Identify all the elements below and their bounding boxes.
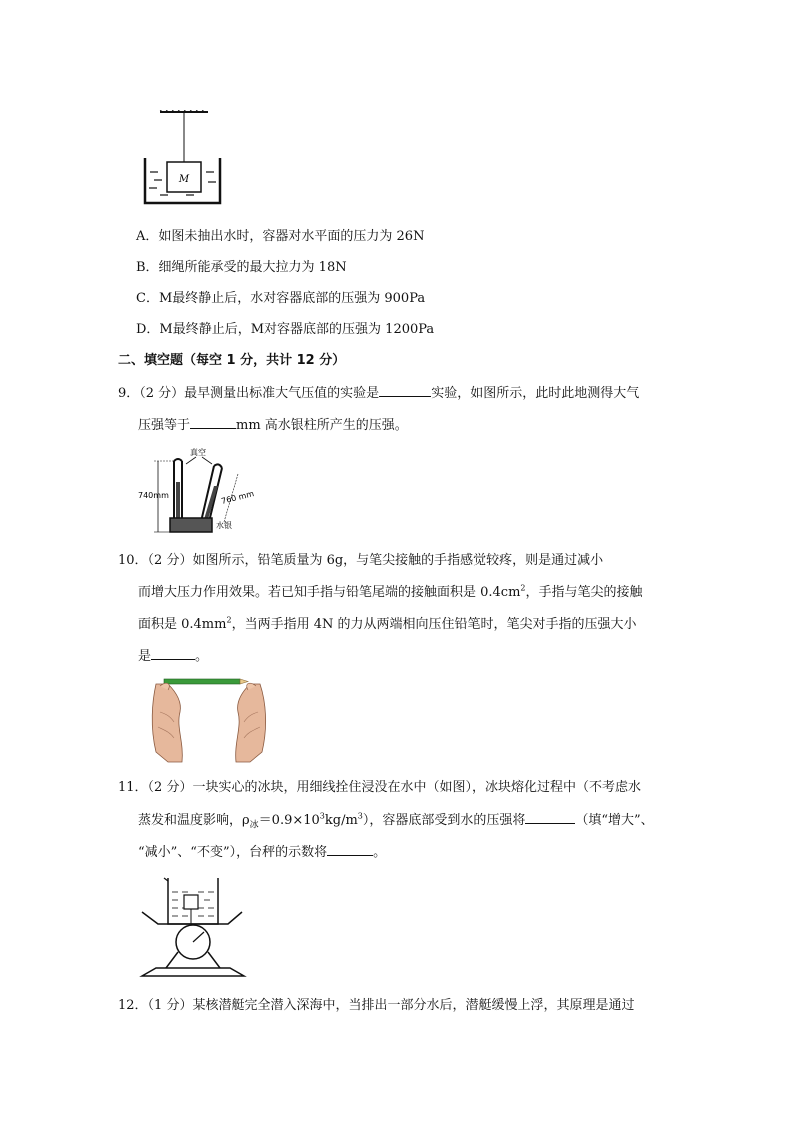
- q11-text-d: ），容器底部受到水的压强将: [362, 813, 526, 828]
- hanging-block-figure: [140, 110, 230, 210]
- q11-line3: [138, 843, 386, 862]
- q11-line1: 11．（2 分）一块实心的冰块，用细线拴住浸没在水中（如图），冰块熔化过程中（不考虑水: [118, 780, 641, 795]
- q11-text-a: 蒸发和温度影响，ρ: [138, 813, 250, 828]
- q10-sup-2: 2: [226, 615, 232, 625]
- q9-line1: [118, 384, 639, 403]
- block-m-label: M: [178, 174, 190, 185]
- q11-text-b: ＝0.9×10: [258, 813, 320, 828]
- q10-sup-1: 2: [520, 583, 526, 593]
- q12-line1: 12．（1 分）某核潜艇完全潜入深海中，当排出一部分水后，潜艇缓慢上浮，其原理是通过: [118, 998, 635, 1013]
- q11-sup-2: 3: [357, 811, 363, 821]
- q9-text-d: mm 高水银柱所产生的压强。: [236, 418, 408, 433]
- q10-line3: [138, 616, 636, 634]
- pencil-hands-figure: [146, 672, 272, 764]
- q9-text-c: 压强等于: [138, 418, 191, 433]
- torricelli-figure: [138, 446, 270, 540]
- option-a: A．如图未抽出水时，容器对水平面的压力为 26N: [136, 229, 425, 244]
- q10-text-a: 而增大压力作用效果。若已知手指与铅笔尾端的接触面积是 0.4cm: [138, 585, 521, 600]
- q10-line1: 10．（2 分）如图所示，铅笔质量为 6g，与笔尖接触的手指感觉较疼，则是通过减小: [118, 553, 604, 568]
- q10-text-c: 面积是 0.4mm: [138, 617, 227, 632]
- option-c: C．M最终静止后，水对容器底部的压强为 900Pa: [136, 291, 426, 306]
- q10-text-f: 。: [195, 649, 209, 664]
- option-d: D．M最终静止后，M对容器底部的压强为 1200Pa: [136, 322, 435, 337]
- q10-text-d: ，当两手指用 4N 的力从两端相向压住铅笔时，笔尖对手指的压强大小: [231, 617, 637, 632]
- q9-blank-1[interactable]: [379, 384, 431, 397]
- q11-text-e: （填“增大”、: [575, 813, 654, 828]
- q11-text-c: kg/m: [324, 813, 358, 828]
- mercury-label: 水银: [216, 521, 232, 530]
- q11-sub-ice: 冰: [249, 820, 259, 831]
- q9-text-a: 9．（2 分）最早测量出标准大气压值的实验是: [118, 386, 380, 401]
- q11-sup-1: 3: [319, 811, 325, 821]
- q9-text-b: 实验，如图所示，此时此地测得大气: [431, 386, 640, 401]
- q9-line2: [138, 416, 408, 435]
- section-heading: 二、填空题（每空 1 分，共计 12 分）: [118, 353, 346, 368]
- q11-text-f: “减小”、“不变”），台秤的示数将: [138, 845, 328, 860]
- q9-blank-2[interactable]: [190, 416, 236, 429]
- beaker-scale-figure: [138, 872, 248, 982]
- q10-line2: [138, 584, 643, 602]
- q10-blank[interactable]: [151, 647, 195, 660]
- length-760-label: 760 mm: [220, 489, 255, 506]
- q11-blank-2[interactable]: [327, 843, 373, 856]
- q10-text-b: ，手指与笔尖的接触: [525, 585, 643, 600]
- q10-line4: [138, 647, 208, 666]
- q11-text-g: 。: [373, 845, 387, 860]
- q11-line2: [138, 811, 654, 835]
- height-740-label: 740mm: [138, 491, 169, 500]
- option-b: B．细绳所能承受的最大拉力为 18N: [136, 260, 347, 275]
- q10-text-e: 是: [138, 649, 152, 664]
- q11-blank-1[interactable]: [525, 811, 575, 824]
- vacuum-label: 真空: [190, 448, 206, 457]
